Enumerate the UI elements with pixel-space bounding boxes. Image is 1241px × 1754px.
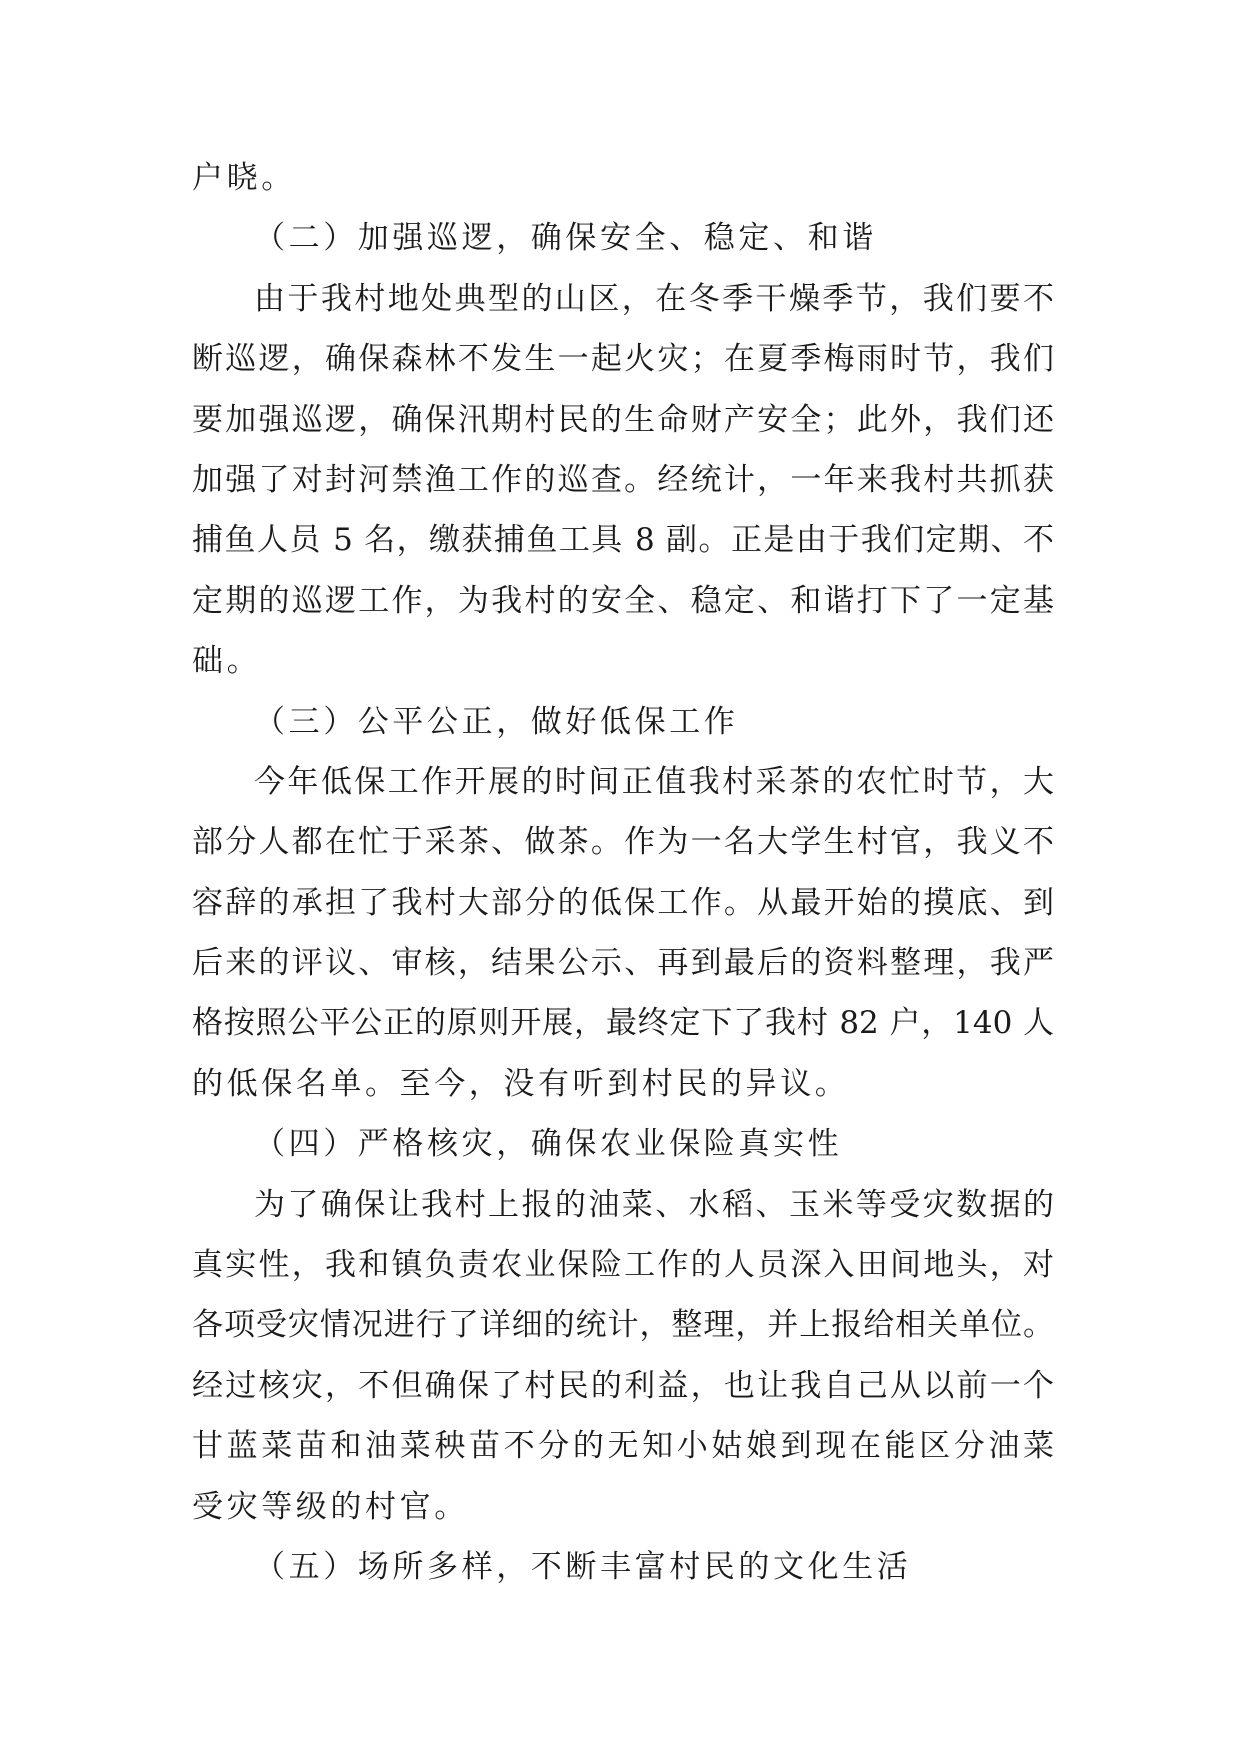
paragraph-continuation	[192, 148, 1054, 208]
section-heading-5	[192, 1537, 1054, 1597]
text-line: 经过核灾，不但确保了村民的利益，也让我自己从以前一个	[192, 1367, 1054, 1404]
paragraph-patrol	[192, 269, 1054, 692]
heading-line: （二）加强巡逻，确保安全、稳定、和谐	[254, 220, 877, 257]
text-line: 容辞的承担了我村大部分的低保工作。从最开始的摸底、到	[192, 884, 1054, 921]
heading-line: （三）公平公正，做好低保工作	[254, 703, 739, 740]
text-line: 部分人都在忙于采茶、做茶。作为一名大学生村官，我义不	[192, 824, 1054, 861]
text-line: 由于我村地处典型的山区，在冬季干燥季节，我们要不	[254, 280, 1054, 317]
heading-line: （四）严格核灾，确保农业保险真实性	[254, 1126, 843, 1163]
text-line: 断巡逻，确保森林不发生一起火灾；在夏季梅雨时节，我们	[192, 341, 1054, 378]
text-line: 真实性，我和镇负责农业保险工作的人员深入田间地头，对	[192, 1247, 1054, 1284]
paragraph-insurance	[192, 1175, 1054, 1537]
paragraph-subsistence	[192, 752, 1054, 1114]
text-line: 为了确保让我村上报的油菜、水稻、玉米等受灾数据的	[254, 1186, 1054, 1223]
text-line: 甘蓝菜苗和油菜秧苗不分的无知小姑娘到现在能区分油菜	[192, 1428, 1054, 1465]
text-line: 定期的巡逻工作，为我村的安全、稳定、和谐打下了一定基	[192, 582, 1054, 619]
text-line: 格按照公平公正的原则开展，最终定下了我村 82 户，140 人	[192, 1005, 1054, 1042]
section-heading-3	[192, 692, 1054, 752]
text-line: 今年低保工作开展的时间正值我村采茶的农忙时节，大	[254, 763, 1054, 800]
document-page	[192, 148, 1054, 1597]
text-line: 要加强巡逻，确保汛期村民的生命财产安全；此外，我们还	[192, 401, 1054, 438]
text-line: 户晓。	[192, 160, 296, 196]
text-line: 各项受灾情况进行了详细的统计，整理，并上报给相关单位。	[192, 1307, 1054, 1344]
text-line: 后来的评议、审核，结果公示、再到最后的资料整理，我严	[192, 945, 1054, 982]
text-line: 础。	[192, 643, 262, 680]
heading-line: （五）场所多样，不断丰富村民的文化生活	[254, 1548, 912, 1585]
text-line: 捕鱼人员 5 名，缴获捕鱼工具 8 副。正是由于我们定期、不	[192, 522, 1054, 559]
text-line: 加强了对封河禁渔工作的巡查。经统计，一年来我村共抓获	[192, 461, 1054, 498]
text-line: 受灾等级的村官。	[192, 1488, 469, 1525]
section-heading-2	[192, 208, 1054, 268]
section-heading-4	[192, 1114, 1054, 1174]
text-line: 的低保名单。至今，没有听到村民的异议。	[192, 1065, 850, 1102]
